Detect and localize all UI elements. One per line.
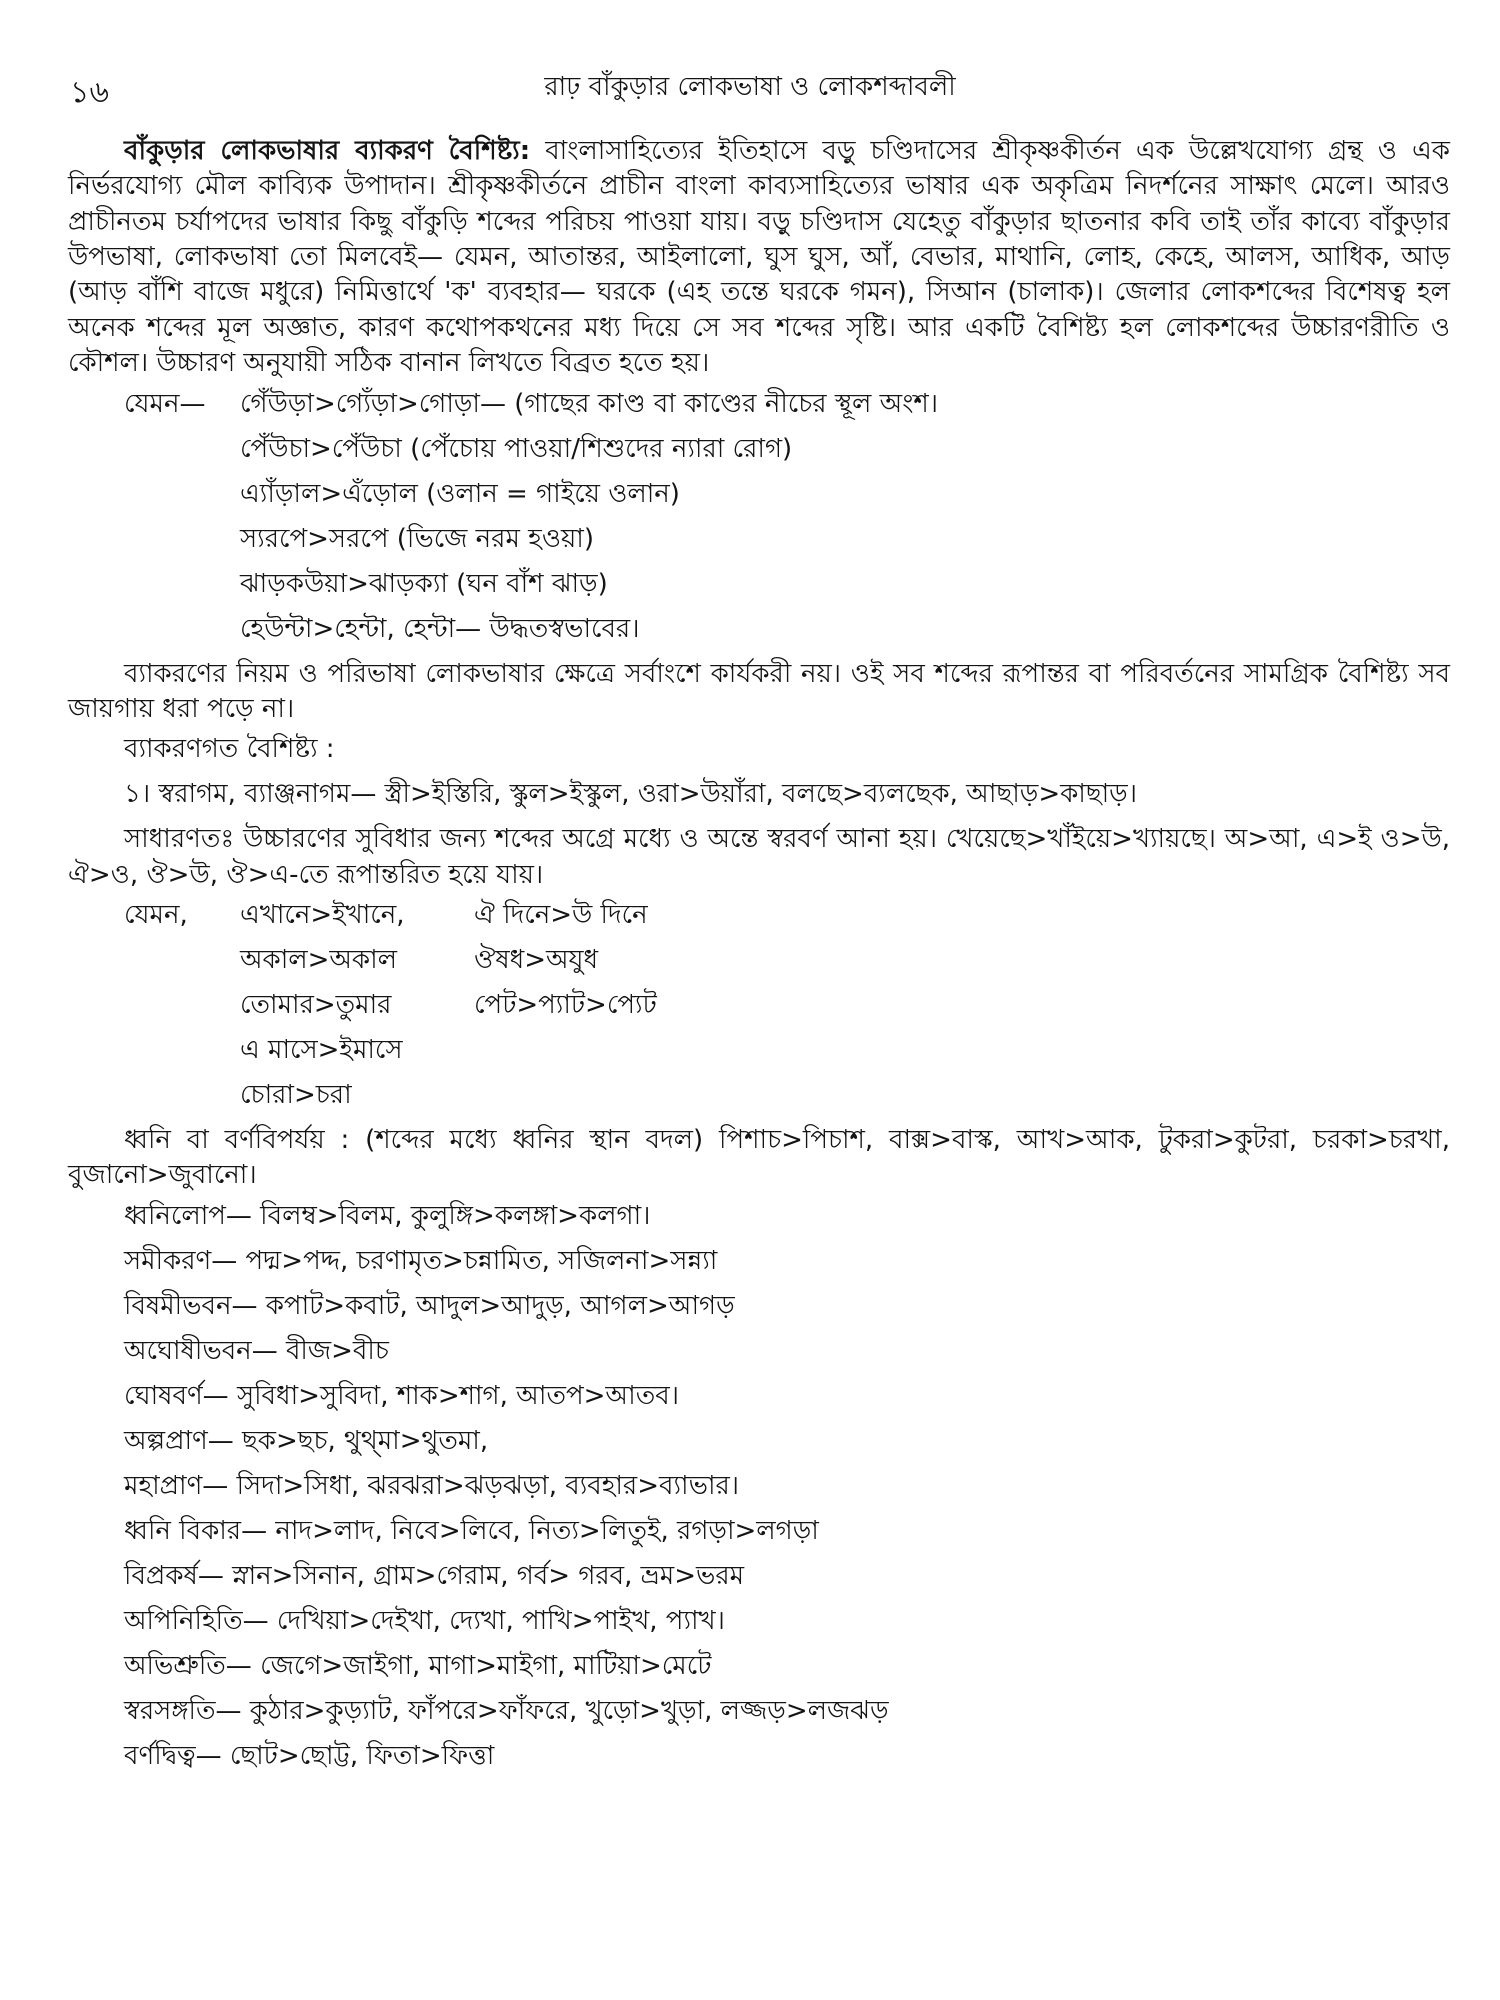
example-pair-row [124,1033,1450,1078]
page-number: ১৬ [70,75,109,110]
grammar-paragraph: ব্যাকরণের নিয়ম ও পরিভাষা লোকভাষার ক্ষেত্রে সর্বাংশে কার্যকরী নয়। ওই সব শব্দের রূপান্তর বা পরিবর্তনের সামগ্রিক বৈশিষ্ট্য সব জায়গায় ধরা পড়ে না। [68,658,1450,724]
example-right: ঐ দিনে>উ দিনে [474,899,648,930]
example-pair-row [124,1078,1450,1123]
metathesis-paragraph: ধ্বনি বা বর্ণবিপর্যয় : (শব্দের মধ্যে ধ্বনির স্থান বদল) পিশাচ>পিচাশ, বাক্স>বাস্ক, আখ>আক, টুকরা>কুটরা, চরকা>চরখা, বুজানো>জুবানো। [68,1124,1450,1191]
rule-line: মহাপ্রাণ— সিদা>সিধা, ঝরঝরা>ঝড়ঝড়া, ব্যবহার>ব্যাভার। [124,1470,740,1501]
example-lead: যেমন— [124,388,206,419]
example-item: স্যরপে>সরপে (ভিজে নরম হওয়া) [240,523,594,554]
example-pair-row [124,898,1450,943]
rule-line: স্বরসঙ্গতি— কুঠার>কুড়্যাট, ফাঁপরে>ফাঁফরে, খুড়ো>খুড়া, লজ্জড়>লজঝড় [124,1695,889,1726]
example-item: ঝাড়কউয়া>ঝাড়ক্যা (ঘন বাঁশ ঝাড়) [240,568,608,599]
example-line [124,612,1450,657]
example-left: চোরা>চরা [240,1079,352,1110]
running-title: রাঢ় বাঁকুড়ার লোকভাষা ও লোকশব্দাবলী [544,72,956,102]
section-heading: বাঁকুড়ার লোকভাষার ব্যাকরণ বৈশিষ্ট্য: [124,136,531,166]
rule-line: বর্ণদ্বিত্ব— ছোট>ছোট্ট, ফিতা>ফিত্তা [124,1740,495,1771]
rule-line: ঘোষবর্ণ— সুবিধা>সুবিদা, শাক>শাগ, আতপ>আতব। [124,1380,680,1411]
intro-text: বাংলাসাহিত্যের ইতিহাসে বড়ু চণ্ডিদাসের শ্রীকৃষ্ণকীর্তন এক উল্লেখযোগ্য গ্রন্থ ও এক নির্ভরযোগ্য মৌল কাব্যিক উপাদান। শ্রীকৃষ্ণকীর্তনে প্রাচীন বাংলা কাব্যসাহিত্যের ভাষার এক অকৃত্রিম নিদর্শনের সাক্ষাৎ মেলে। আরও প্রাচীনতম চর্যাপদের ভাষার কিছু বাঁকুড়ি শব্দের পরিচয় পাওয়া যায়। বড়ু চণ্ডিদাস যেহেতু বাঁকুড়ার ছাতনার কবি তাই তাঁর কাব্যে বাঁকুড়ার উপভাষা, লোকভাষা তো মিলবেই— যেমন, আতান্তর, আইলালো, ঘুস ঘুস, আঁ, বেভার, মাথানি, লোহ, কেহে, আলস, আধিক, আড় (আড় বাঁশি বাজে মধুরে) নিমিত্তার্থে 'ক' ব্যবহার— ঘরকে (এহ তন্তে ঘরকে গমন), সিআন (চালাক)। জেলার লোকশব্দের বিশেষত্ব হল অনেক শব্দের মূল অজ্ঞাত, কারণ কথোপকথনের মধ্য দিয়ে সে সব শব্দের সৃষ্টি। আর একটি বৈশিষ্ট্য হল লোকশব্দের উচ্চারণরীতি ও কৌশল। উচ্চারণ অনুযায়ী সঠিক বানান লিখতে বিব্রত হতে হয়। [68,136,1450,379]
rule-line: সমীকরণ— পদ্ম>পদ্দ, চরণামৃত>চন্নামিত, সজিলনা>সন্ন্যা [124,1245,718,1276]
example-line [124,567,1450,612]
example-item: এ্যাঁড়াল>এঁড়োল (ওলান = গাইয়ে ওলান) [240,478,680,509]
example-right: ঔষধ>অযুধ [474,944,599,975]
rule-line: অঘোষীভবন— বীজ>বীচ [124,1335,389,1366]
rule-line: অল্পপ্রাণ— ছক>ছচ, থুথ্মা>থুতমা, [124,1425,489,1456]
example-item: গেঁউড়া>গ্যেঁড়া>গোড়া— (গাছের কাণ্ড বা কাণ্ডের নীচের স্থূল অংশ। [240,388,939,419]
grammar-heading: ব্যাকরণগত বৈশিষ্ট্য : [124,734,335,765]
example-item: পেঁউচা>পেঁউচা (পেঁচোয় পাওয়া/শিশুদের ন্যারা রোগ) [240,433,793,464]
example-left: তোমার>তুমার [240,989,392,1020]
page-body [68,134,1450,1784]
example-line [124,522,1450,567]
example-left: অকাল>অকাল [240,944,398,975]
rule-line: ধ্বনি বিকার— নাদ>লাদ, নিবে>লিবে, নিত্য>লিতুই, রগড়া>লগড়া [124,1515,819,1546]
rule-line: অপিনিহিতি— দেখিয়া>দেইখা, দ্যেখা, পাখি>পাইখ, প্যাখ। [124,1605,725,1636]
intro-paragraph [68,134,1450,382]
vowel-paragraph: সাধারণতঃ উচ্চারণের সুবিধার জন্য শব্দের অগ্রে মধ্যে ও অন্তে স্বরবর্ণ আনা হয়। খেয়েছে>খাঁইয়ে>খ্যায়ছে। অ>আ, এ>ই ও>উ, ঐ>ও, ঔ>উ, ঔ>এ-তে রূপান্তরিত হয়ে যায়। [68,824,1450,890]
example-item: হেউন্টা>হেন্টা, হেন্টা— উদ্ধতস্বভাবের। [240,613,640,644]
example-right: পেট>প্যাট>প্যেট [474,989,657,1020]
example-pair-row [124,988,1450,1033]
rule-line: বিষমীভবন— কপাট>কবাট, আদুল>আদুড়, আগল>আগড় [124,1290,735,1321]
grammar-point-1: ১। স্বরাগম, ব্যাঞ্জনাগম— স্ত্রী>ইস্তিরি, স্কুল>ইস্কুল, ওরা>উয়াঁরা, বলছে>ব্যলছেক, আছাড়>কাছাড়। [124,779,1137,810]
example-line [124,477,1450,522]
example-line [124,432,1450,477]
example-lead: যেমন, [124,899,188,930]
rule-line: ধ্বনিলোপ— বিলম্ব>বিলম, কুলুঙ্গি>কলঙ্গা>কলগা। [124,1200,651,1231]
example-left: এ মাসে>ইমাসে [240,1034,403,1065]
example-line [124,387,1450,432]
example-left: এখানে>ইখানে, [240,899,405,930]
rule-line: অভিশ্রুতি— জেগে>জাইগা, মাগা>মাইগা, মাটিয়া>মেটে [124,1650,712,1681]
example-pair-row [124,943,1450,988]
rule-line: বিপ্রকর্ষ— স্নান>সিনান, গ্রাম>গেরাম, গর্ব> গরব, ভ্রম>ভরম [124,1560,745,1591]
